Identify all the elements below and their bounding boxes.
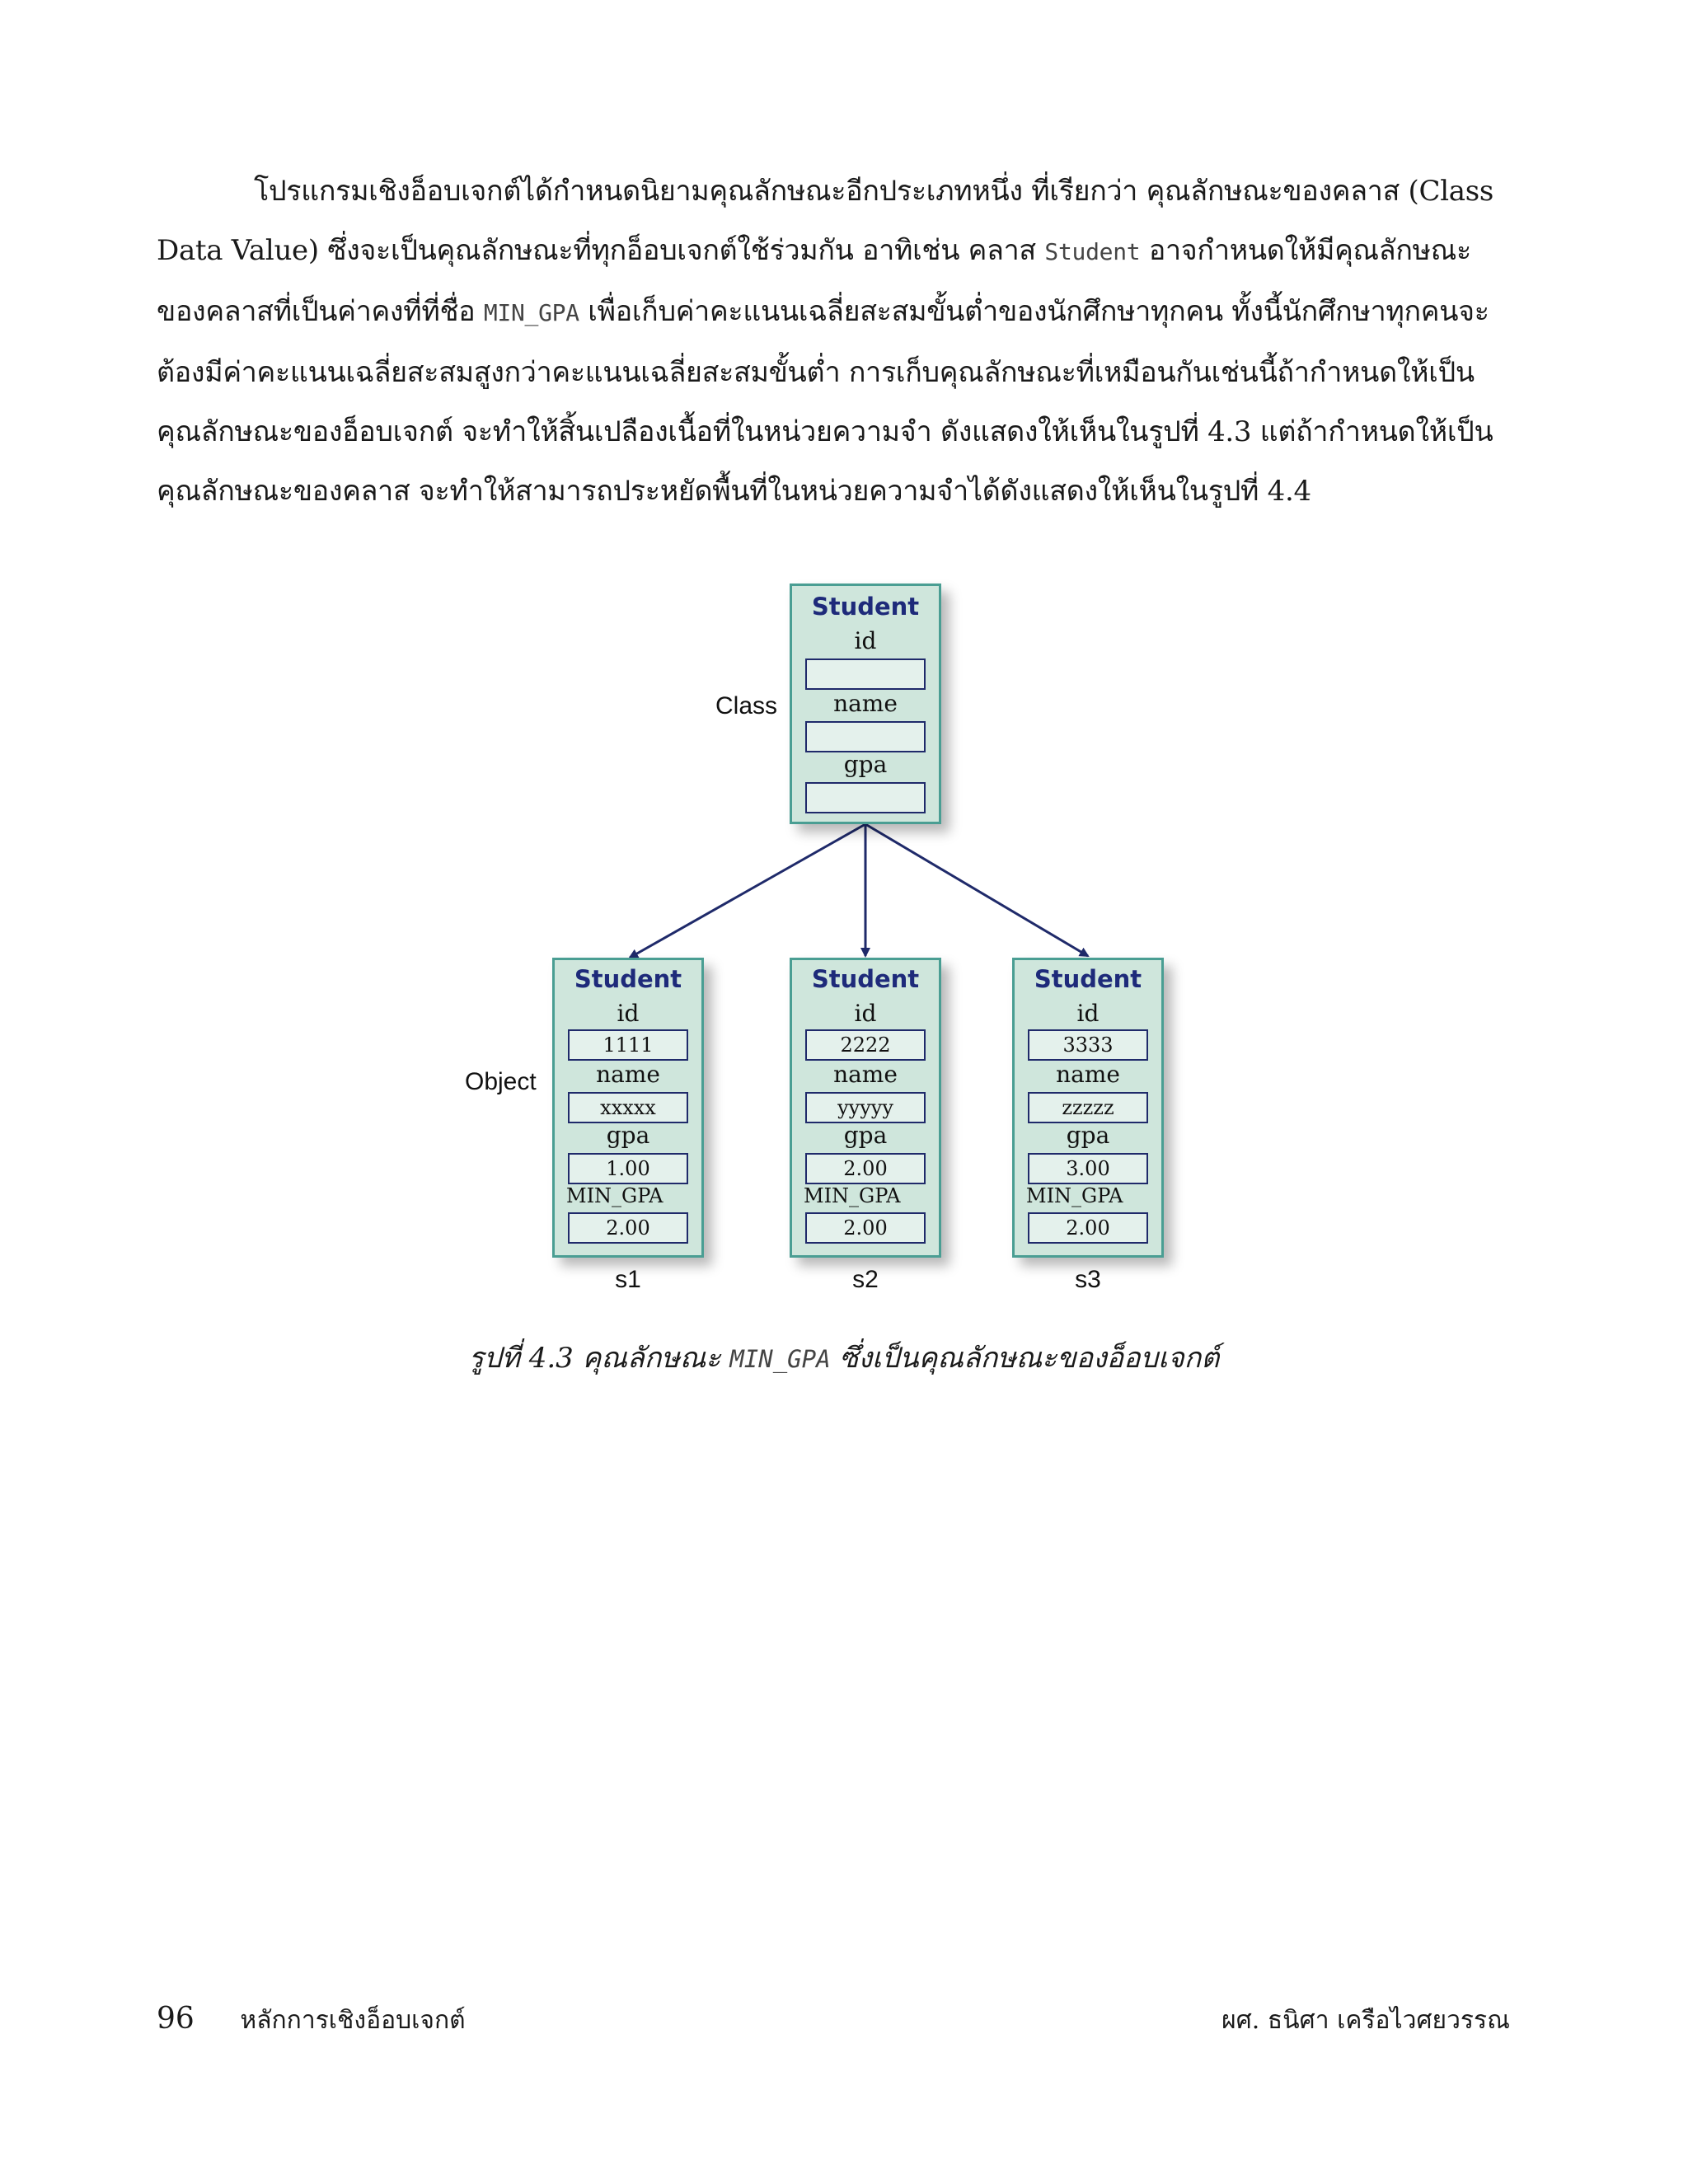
paragraph-line-2 xyxy=(157,221,1525,282)
paragraph-line-5: คุณลักษณะของอ็อบเจกต์ จะทำให้สิ้นเปลืองเนื้อที่ในหน่วยความจำ ดังแสดงให้เห็นในรูปที่ 4.3 แต่ถ้ากำหนดให้เป็น xyxy=(157,415,1493,448)
caption-prefix: รูปที่ 4.3 คุณลักษณะ xyxy=(468,1342,721,1375)
object-s2-min-gpa-value: 2.00 xyxy=(805,1212,926,1244)
paragraph-line-3 xyxy=(157,282,1525,343)
object-s2-label-id: id xyxy=(854,1000,877,1027)
page-number: 96 xyxy=(157,2002,195,2036)
object-s1-name: s1 xyxy=(615,1266,641,1293)
class-attr-gpa: gpa xyxy=(843,751,888,778)
object-s3-gpa-value: 3.00 xyxy=(1028,1153,1148,1184)
footer-left xyxy=(157,2001,466,2040)
object-s3-label-name: name xyxy=(1056,1061,1120,1088)
object-s1-title: Student xyxy=(574,965,682,993)
object-s1-name-value: xxxxx xyxy=(568,1092,688,1123)
object-s3-label-min-gpa: MIN_GPA xyxy=(1026,1184,1123,1207)
object-box-s2 xyxy=(790,958,941,1258)
object-s3-min-gpa-value: 2.00 xyxy=(1028,1212,1148,1244)
object-s3-label-id: id xyxy=(1076,1000,1100,1027)
paragraph-line-2-start: Data Value) ซึ่งจะเป็นคุณลักษณะที่ทุกอ็อบเจกต์ใช้ร่วมกัน อาทิเช่น คลาส xyxy=(157,234,1036,267)
footer-author: ผศ. ธนิศา เครือไวศยวรรณ xyxy=(1221,2006,1510,2035)
paragraph-line-3-end: เพื่อเก็บค่าคะแนนเฉลี่ยสะสมขั้นต่ำของนักศึกษาทุกคน ทั้งนี้นักศึกษาทุกคนจะ xyxy=(588,295,1489,328)
paragraph-line-3-start: ของคลาสที่เป็นค่าคงที่ที่ชื่อ xyxy=(157,295,476,328)
body-paragraph xyxy=(157,162,1525,521)
object-box-s3 xyxy=(1012,958,1164,1258)
arrow-to-s3 xyxy=(865,824,1088,956)
class-box-title: Student xyxy=(811,593,920,621)
arrow-to-s1 xyxy=(630,824,865,958)
object-s2-name-value: yyyyy xyxy=(805,1092,926,1123)
object-s3-name-value: zzzzz xyxy=(1028,1092,1148,1123)
paragraph-line-6: คุณลักษณะของคลาส จะทำให้สามารถประหยัดพื้นที่ในหน่วยความจำได้ดังแสดงให้เห็นในรูปที่ 4.4 xyxy=(157,475,1311,508)
class-box-student xyxy=(790,583,941,824)
object-s1-min-gpa-value: 2.00 xyxy=(568,1212,688,1244)
paragraph-line-2-end: อาจกำหนดให้มีคุณลักษณะ xyxy=(1148,234,1471,267)
object-box-s1 xyxy=(552,958,704,1258)
object-s1-label-id: id xyxy=(617,1000,640,1027)
object-s2-label-name: name xyxy=(833,1061,898,1088)
object-s1-label-name: name xyxy=(596,1061,660,1088)
code-student: Student xyxy=(1044,238,1141,265)
class-object-diagram xyxy=(445,577,1236,1293)
object-s2-label-gpa: gpa xyxy=(843,1122,888,1149)
caption-code: MIN_GPA xyxy=(729,1345,831,1373)
object-label: Object xyxy=(465,1068,537,1095)
object-s3-name: s3 xyxy=(1075,1266,1101,1293)
class-attr-name: name xyxy=(833,690,898,717)
object-s3-id-value: 3333 xyxy=(1028,1029,1148,1061)
class-field-gpa xyxy=(805,782,926,813)
figure-caption xyxy=(0,1335,1688,1380)
object-s3-label-gpa: gpa xyxy=(1066,1122,1110,1149)
object-s1-gpa-value: 1.00 xyxy=(568,1153,688,1184)
object-s2-name: s2 xyxy=(852,1266,879,1293)
object-s2-label-min-gpa: MIN_GPA xyxy=(804,1184,901,1207)
paragraph-line-1: โปรแกรมเชิงอ็อบเจกต์ได้กำหนดนิยามคุณลักษณะอีกประเภทหนึ่ง ที่เรียกว่า คุณลักษณะของคลาส (Class xyxy=(254,175,1494,208)
object-s1-id-value: 1111 xyxy=(568,1029,688,1061)
object-s2-title: Student xyxy=(811,965,920,993)
code-min-gpa: MIN_GPA xyxy=(483,299,579,326)
class-field-id xyxy=(805,658,926,690)
object-s3-title: Student xyxy=(1034,965,1142,993)
class-attr-id: id xyxy=(854,627,877,654)
paragraph-line-4: ต้องมีค่าคะแนนเฉลี่ยสะสมสูงกว่าคะแนนเฉลี่ยสะสมขั้นต่ำ การเก็บคุณลักษณะที่เหมือนกันเช่นนี้ถ้ากำหนดให้เป็น xyxy=(157,356,1475,389)
object-s1-label-gpa: gpa xyxy=(606,1122,650,1149)
caption-suffix: ซึ่งเป็นคุณลักษณะของอ็อบเจกต์ xyxy=(839,1342,1220,1375)
class-field-name xyxy=(805,721,926,752)
object-s2-gpa-value: 2.00 xyxy=(805,1153,926,1184)
class-label: Class xyxy=(715,692,778,719)
object-s2-id-value: 2222 xyxy=(805,1029,926,1061)
object-s1-label-min-gpa: MIN_GPA xyxy=(566,1184,663,1207)
book-title: หลักการเชิงอ็อบเจกต์ xyxy=(240,2006,466,2035)
